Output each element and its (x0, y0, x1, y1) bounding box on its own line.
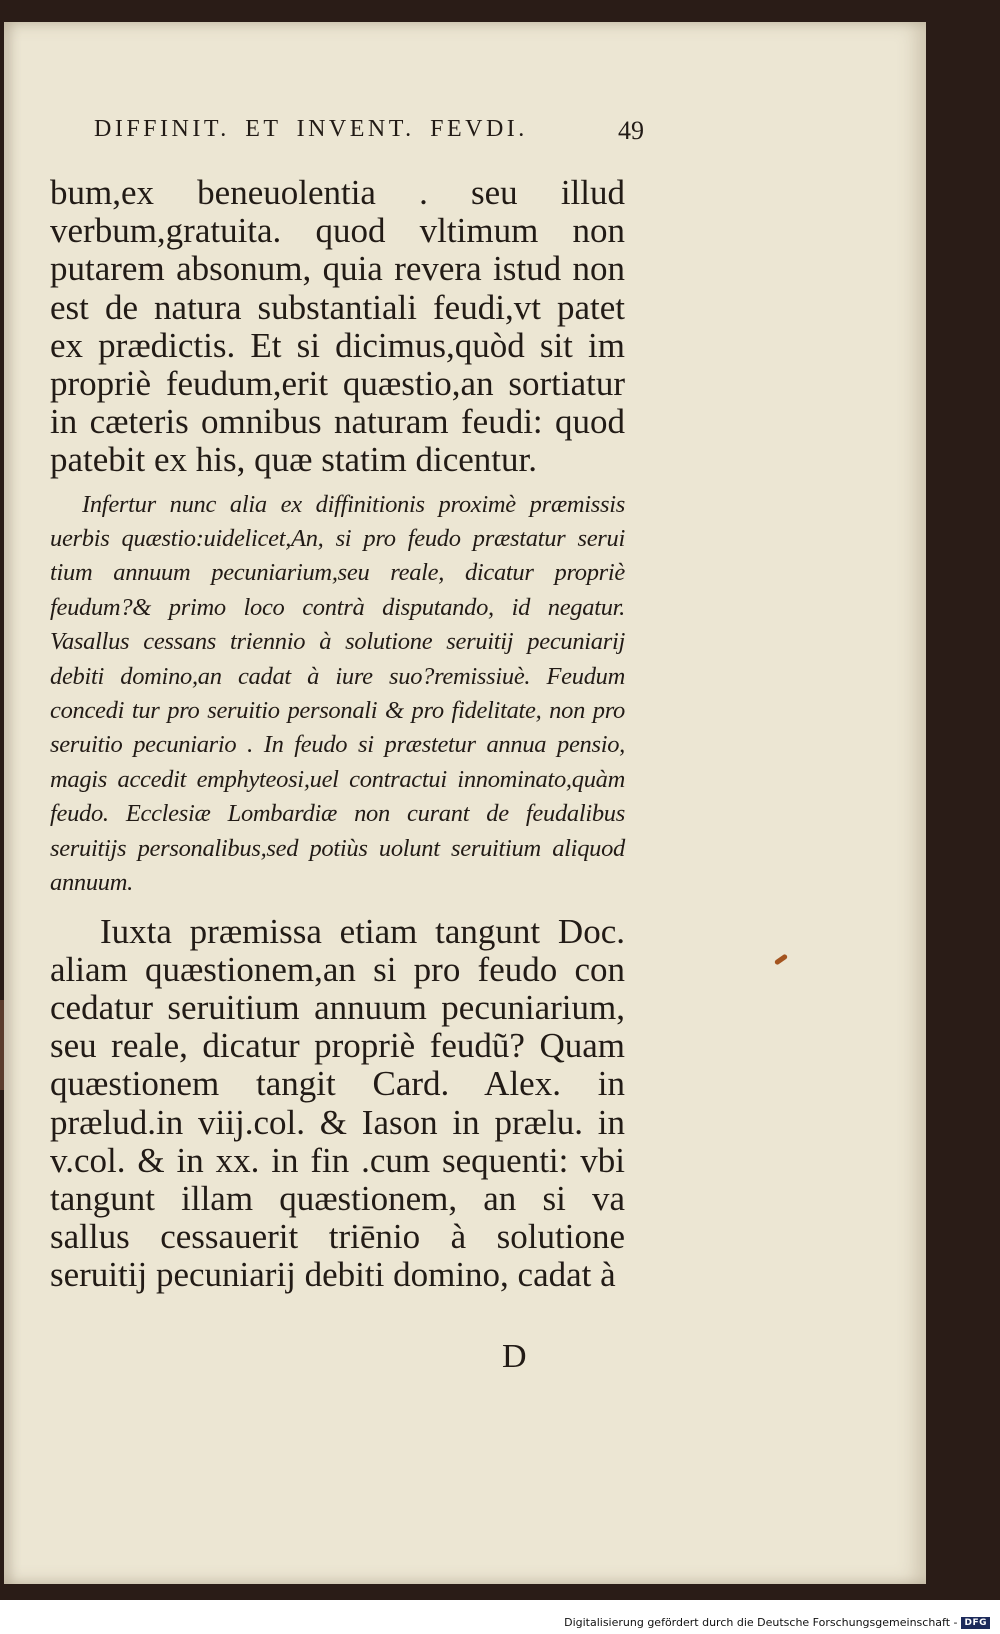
funding-note-text: Digitalisierung gefördert durch die Deutsche Forschungsgemeinschaft - (564, 1616, 958, 1629)
body-text (50, 174, 625, 1295)
paragraph-main: Iuxta præmissa etiam tangunt Doc. aliam quæstionem,an si pro feudo con cedatur seruitium annuum pecuniarium, seu reale, dicatur propriè feudũ? Quam quæstionem tangit Card. Alex. in prælud.in viij.col. & Iason in prælu. in v.col. & in xx. in fin .cum sequenti: vbi tangunt illam quæstionem, an si va sallus cessauerit triēnio à solutione seruitij pecuniarij debiti domino, cadat à (50, 911, 625, 1295)
book-page (4, 22, 926, 1584)
ink-spot (774, 953, 788, 965)
signature-mark: D (502, 1338, 527, 1375)
paragraph-continuation: bum,ex beneuolentia . seu illud verbum,gratuita. quod vltimum non putarem absonum, quia revera istud non est de natura substantiali feudi,vt patet ex prædictis. Et si dicimus,quòd sit im propriè feudum,erit quæstio,an sortiatur in cæteris omnibus naturam feudi: quod patebit ex his, quæ statim dicentur. (50, 173, 625, 480)
dfg-logo-icon: DFG (961, 1617, 990, 1629)
page-number: 49 (618, 116, 644, 145)
page-header (94, 116, 644, 156)
summary-paragraph: Infertur nunc alia ex diffinitionis proximè præmissis uerbis quæstio:uidelicet,An, si pro feudo præstatur serui tium annuum pecuniarium,seu reale, dicatur propriè feudum?& primo loco contrà disputando, id negatur. Vasallus cessans triennio à solutione seruitij pecuniarij debiti domino,an cadat à iure suo?remissiuè. Feudum concedi tur pro seruitio personali & pro fidelitate, non pro seruitio pecuniario . In feudo si præstetur annua pensio, magis accedit emphyteosi,uel contractui innominato,quàm feudo. Ecclesiæ Lombardiæ non curant de feudalibus seruitijs personalibus,sed potiùs uolunt seruitium aliquod annuum. (50, 490, 625, 897)
funding-footer (564, 1616, 990, 1629)
running-head: DIFFINIT. ET INVENT. FEVDI. (94, 116, 528, 142)
